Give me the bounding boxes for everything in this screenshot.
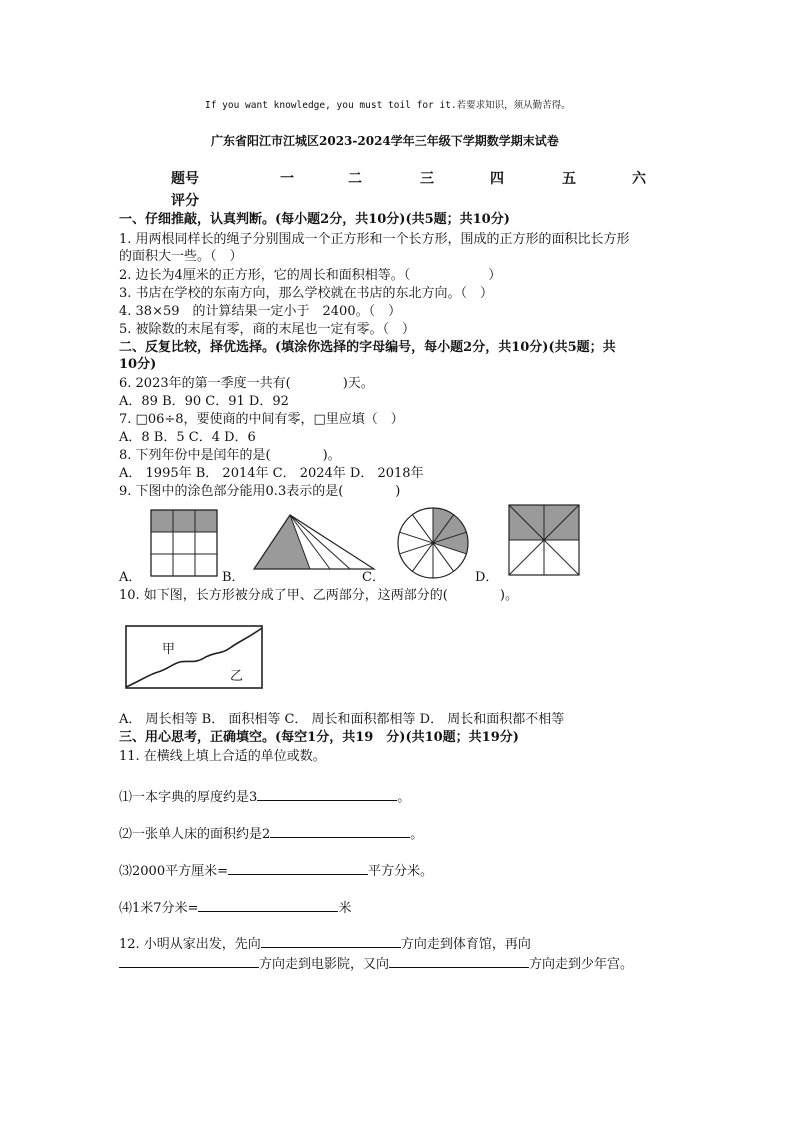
score-col: 三 (420, 171, 434, 187)
question-11-4: ⑷1米7分米= 米 (119, 897, 351, 918)
section-2-heading-cont: 10分) (119, 357, 157, 372)
question-9: 9. 下图中的涂色部分能用0.3表示的是( ) (119, 484, 401, 499)
question-6-options: A．89 B．90 C．91 D．92 (119, 394, 289, 409)
section-1-heading: 一、仔细推敲，认真判断。(每小题2分，共10分)(共5题；共10分) (119, 212, 510, 227)
question-12: 12. 小明从家出发，先向 方向走到体育馆，再向 (119, 933, 531, 954)
option-d-label: D． (475, 570, 499, 585)
answer-blank[interactable] (389, 953, 529, 968)
answer-blank[interactable] (198, 897, 338, 912)
question-11-2: ⑵一张单人床的面积约是2 。 (119, 823, 423, 844)
figure-a-grid (150, 509, 220, 579)
question-1: 1. 用两根同样长的绳子分别围成一个正方形和一个长方形，围成的正方形的面积比长方形 (119, 232, 630, 247)
section-2-heading: 二、反复比较，择优选择。(填涂你选择的字母编号，每小题2分，共10分)(共5题；共 (119, 340, 616, 355)
question-10: 10. 如下图，长方形被分成了甲、乙两部分，这两部分的( )。 (119, 588, 518, 603)
figure-b-triangle (252, 513, 376, 573)
answer-blank[interactable] (228, 860, 368, 875)
question-10-options: A． 周长相等 B． 面积相等 C． 周长和面积都相等 D． 周长和面积都不相等 (119, 712, 565, 727)
motto: If you want knowledge, you must toil for it.若要求知识，须从勤苦得。 (205, 100, 571, 111)
question-1-cont: 的面积大一些。（ ） (119, 249, 243, 264)
part-jia-label: 甲 (162, 642, 176, 657)
question-12-cont: 方向走到电影院，又向 方向走到少年宫。 (119, 953, 633, 974)
score-col: 六 (632, 171, 646, 187)
option-a-label: A． (119, 570, 142, 585)
question-11-1: ⑴一本字典的厚度约是3 。 (119, 786, 410, 807)
question-5: 5. 被除数的末尾有零，商的末尾也一定有零。（ ） (119, 322, 416, 337)
page-title: 广东省阳江市江城区2023-2024学年三年级下学期数学期末试卷 (211, 134, 559, 148)
question-11: 11. 在横线上填上合适的单位或数。 (119, 749, 326, 764)
question-3: 3. 书店在学校的东南方向，那么学校就在书店的东北方向。（ ） (119, 286, 494, 301)
part-yi-label: 乙 (230, 669, 244, 684)
section-3-heading: 三、用心思考，正确填空。(每空1分，共19 分)(共10题；共19分) (119, 730, 519, 745)
answer-blank[interactable] (257, 786, 397, 801)
score-col: 五 (562, 171, 576, 187)
score-col: 二 (348, 171, 362, 187)
question-2: 2. 边长为4厘米的正方形，它的周长和面积相等。（ ） (119, 268, 502, 283)
figure-d-square (507, 503, 581, 577)
score-label-score: 评分 (171, 193, 199, 209)
question-11-3: ⑶2000平方厘米= 平方分米。 (119, 860, 433, 881)
question-7: 7. □06÷8，要使商的中间有零，□里应填（ ） (119, 412, 404, 427)
score-label-question: 题号 (171, 171, 199, 187)
answer-blank[interactable] (270, 823, 410, 838)
score-col: 一 (280, 171, 294, 187)
figure-rectangle-split (124, 624, 266, 692)
answer-blank[interactable] (119, 953, 259, 968)
question-4: 4. 38×59 的计算结果一定小于 2400。（ ） (119, 304, 402, 319)
question-8: 8. 下列年份中是闰年的是( )。 (119, 448, 341, 463)
option-c-label: C． (362, 570, 385, 585)
answer-blank[interactable] (261, 933, 401, 948)
option-b-label: B． (222, 570, 245, 585)
question-7-options: A．8 B．5 C．4 D．6 (119, 430, 256, 445)
question-8-options: A． 1995年 B． 2014年 C． 2024年 D． 2018年 (119, 466, 424, 481)
figure-c-circle (396, 506, 470, 580)
score-col: 四 (490, 171, 504, 187)
question-6: 6. 2023年的第一季度一共有( )天。 (119, 376, 374, 391)
